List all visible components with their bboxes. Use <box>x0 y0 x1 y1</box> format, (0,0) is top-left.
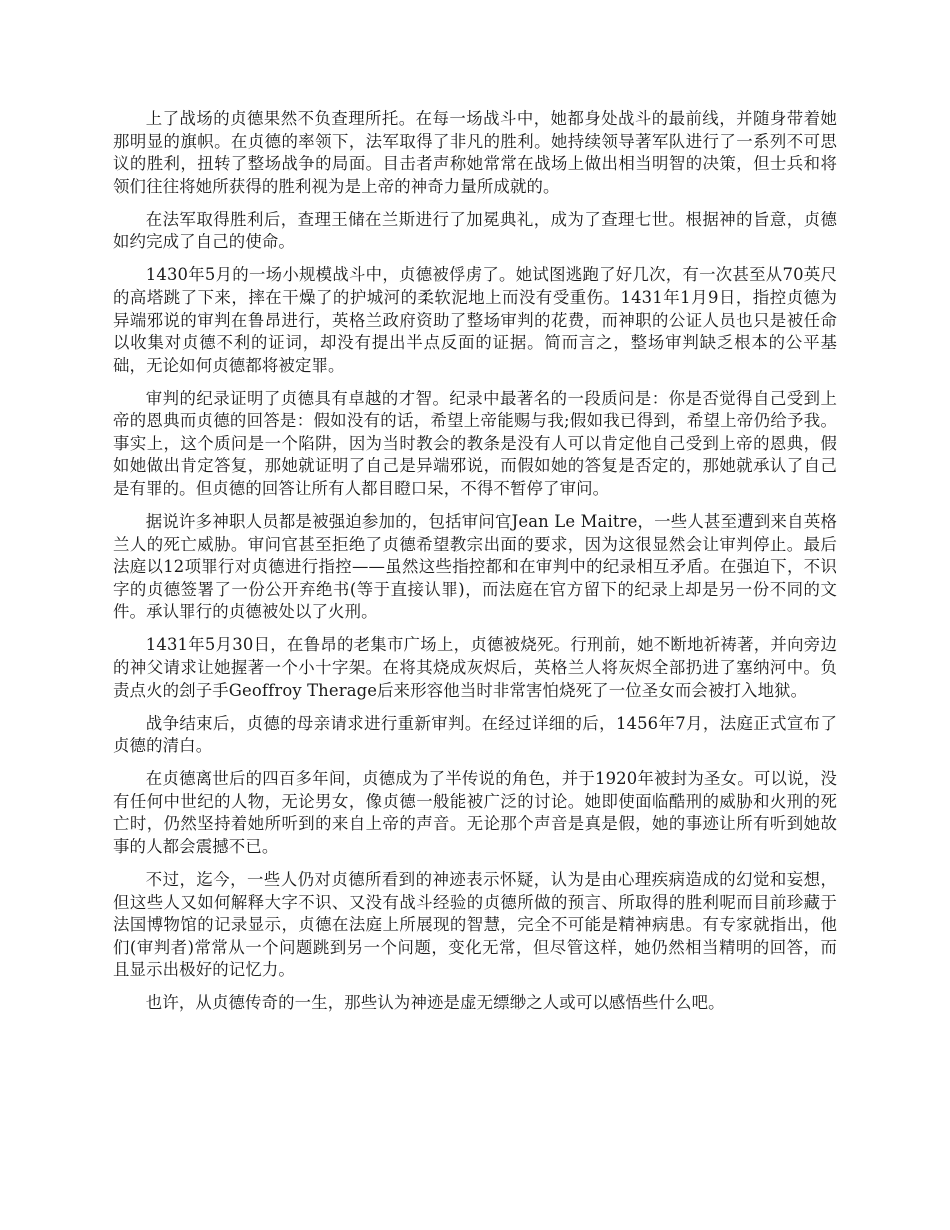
paragraph: 在贞德离世后的四百多年间，贞德成为了半传说的角色，并于1920年被封为圣女。可以说，没有任何中世纪的人物，无论男女，像贞德一般能被广泛的讨论。她即使面临酷刑的威胁和火刑的死亡时，仍然坚持着她所听到的来自上帝的声音。无论那个声音是真是假，她的事迹让所有听到她故事的人都会震撼不已。 <box>113 769 837 856</box>
paragraph: 1431年5月30日，在鲁昂的老集市广场上，贞德被烧死。行刑前，她不断地祈祷著，并向旁边的神父请求让她握著一个小十字架。在将其烧成灰烬后，英格兰人将灰烬全部扔进了塞纳河中。负责点火的刽子手Geoffroy Therage后来形容他当时非常害怕烧死了一位圣女而会被打入地狱。 <box>113 635 837 700</box>
paragraph: 不过，迄今，一些人仍对贞德所看到的神迹表示怀疑，认为是由心理疾病造成的幻觉和妄想，但这些人又如何解释大字不识、又没有战斗经验的贞德所做的预言、所取得的胜利呢而目前珍藏于法国博物馆的记录显示，贞德在法庭上所展现的智慧，完全不可能是精神病患。有专家就指出，他们(审判者)常常从一个问题跳到另一个问题，变化无常，但尽管这样，她仍然相当精明的回答，而且显示出极好的记忆力。 <box>113 869 837 980</box>
paragraph: 也许，从贞德传奇的一生，那些认为神迹是虚无缥缈之人或可以感悟些什么吧。 <box>145 993 725 1013</box>
paragraph: 1430年5月的一场小规模战斗中，贞德被俘虏了。她试图逃跑了好几次，有一次甚至从70英尺的高塔跳了下来，摔在干燥了的护城河的柔软泥地上而没有受重伤。1431年1月9日，指控贞德为异端邪说的审判在鲁昂进行，英格兰政府资助了整场审判的花费，而神职的公证人员也只是被任命以收集对贞德不利的证词，却没有提出半点反面的证据。简而言之，整场审判缺乏根本的公平基础，无论如何贞德都将被定罪。 <box>113 265 837 375</box>
paragraph: 在法军取得胜利后，查理王储在兰斯进行了加冕典礼，成为了查理七世。根据神的旨意，贞德如约完成了自己的使命。 <box>113 209 837 252</box>
paragraph: 战争结束后，贞德的母亲请求进行重新审判。在经过详细的后，1456年7月，法庭正式宣布了贞德的清白。 <box>113 713 837 756</box>
document-body <box>113 108 837 1025</box>
paragraph: 上了战场的贞德果然不负查理所托。在每一场战斗中，她都身处战斗的最前线，并随身带着她那明显的旗帜。在贞德的率领下，法军取得了非凡的胜利。她持续领导著军队进行了一系列不可思议的胜利，扭转了整场战争的局面。目击者声称她常常在战场上做出相当明智的决策，但士兵和将领们往往将她所获得的胜利视为是上帝的神奇力量所成就的。 <box>113 109 837 196</box>
paragraph: 据说许多神职人员都是被强迫参加的，包括审问官Jean Le Maitre，一些人甚至遭到来自英格兰人的死亡威胁。审问官甚至拒绝了贞德希望教宗出面的要求，因为这很显然会让审判停止。最后法庭以12项罪行对贞德进行指控——虽然这些指控都和在审判中的纪录相互矛盾。在强迫下，不识字的贞德签署了一份公开弃绝书(等于直接认罪)，而法庭在官方留下的纪录上却是另一份不同的文件。承认罪行的贞德被处以了火刑。 <box>113 512 837 622</box>
paragraph: 审判的纪录证明了贞德具有卓越的才智。纪录中最著名的一段质问是：你是否觉得自己受到上帝的恩典而贞德的回答是：假如没有的话，希望上帝能赐与我;假如我已得到，希望上帝仍给予我。事实上，这个质问是一个陷阱，因为当时教会的教条是没有人可以肯定他自己受到上帝的恩典，假如她做出肯定答复，那她就证明了自己是异端邪说，而假如她的答复是否定的，那她就承认了自己是有罪的。但贞德的回答让所有人都目瞪口呆，不得不暂停了审问。 <box>113 388 837 499</box>
